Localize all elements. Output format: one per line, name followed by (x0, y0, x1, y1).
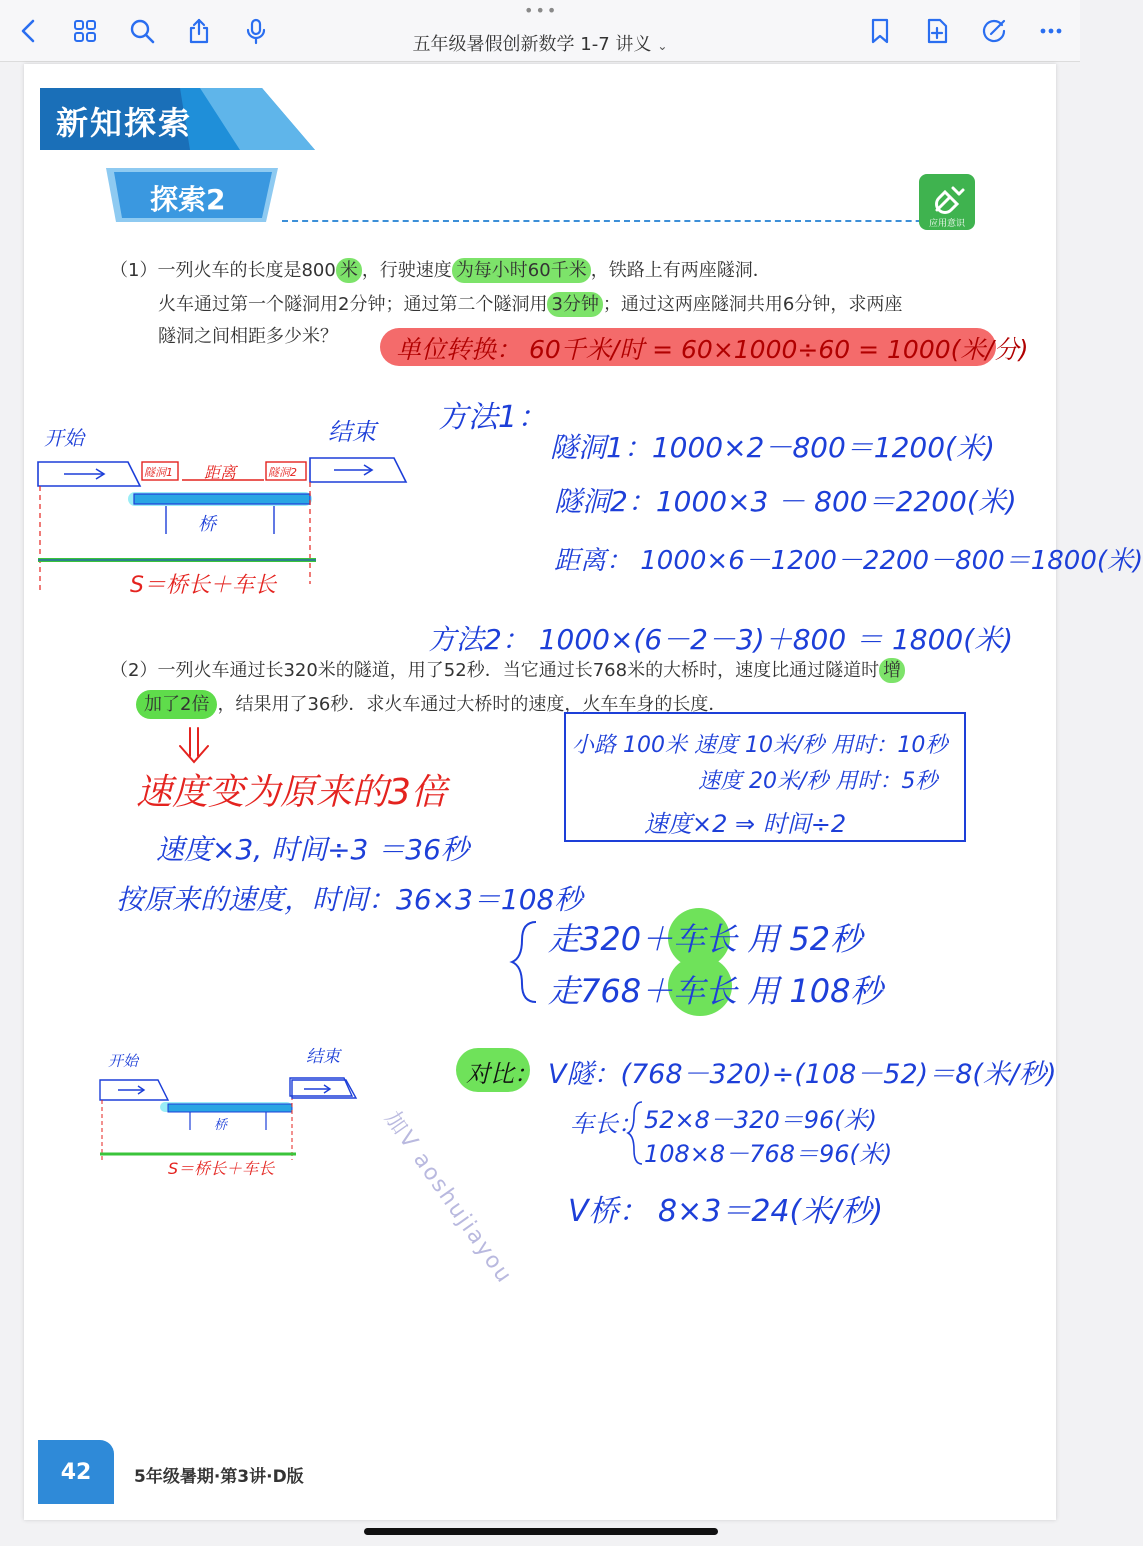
bookmark-icon[interactable] (863, 14, 897, 48)
brace-icon (510, 920, 540, 1004)
dashed-divider (282, 220, 972, 222)
add-page-icon[interactable] (920, 14, 954, 48)
box-line2: 速度 20米/秒 用时：5秒 (698, 769, 938, 794)
q2-line1 (110, 654, 905, 688)
footer-edition: 5年级暑期·第3讲·D版 (134, 1467, 304, 1487)
distance-calc: 距离： 1000×6－1200－2200－800＝1800(米) (554, 546, 1143, 576)
q1-text-a: （1）一列火车的长度是800 (110, 260, 336, 281)
q1-line2 (158, 288, 902, 322)
method1-label: 方法1： (438, 400, 548, 435)
walk-bridge-eq: 走768＋车长 用 108秒 (548, 972, 883, 1010)
diagram2-formula: S＝桥长＋车长 (168, 1159, 275, 1178)
home-indicator[interactable] (364, 1528, 718, 1535)
window-grabber[interactable]: ••• (524, 1, 559, 20)
diagram1-bridge-label: 桥 (198, 514, 216, 535)
section-title: 新知探索 (56, 104, 193, 142)
tunnel2-calc: 隧洞2：1000×3 － 800＝2200(米) (554, 485, 1017, 518)
q1-text-c: ，行驶速度 (361, 260, 452, 281)
walk-tunnel-eq: 走320＋车长 用 52秒 (548, 920, 863, 958)
q1-line3: 隧洞之间相距多少米？ (158, 326, 338, 347)
q1-line2-text-c: ；通过这两座隧洞共用6分钟，求两座 (602, 294, 903, 315)
diagram2-end-label: 结束 (306, 1047, 340, 1067)
tunnel1-calc: 隧洞1：1000×2－800＝1200(米) (550, 431, 995, 464)
chevron-down-icon: ⌄ (657, 39, 668, 53)
diagram1-formula: S＝桥长＋车长 (130, 573, 276, 598)
document-title-text: 五年级暑假创新数学 1-7 讲义 (412, 34, 652, 55)
application-label: 应用意识 (928, 219, 965, 229)
diagram1-start-label: 开始 (44, 426, 84, 450)
method2-calc: 方法2： 1000×(6－2－3)＋800 ＝ 1800(米) (428, 623, 1014, 656)
grid-view-icon[interactable] (68, 14, 102, 48)
diagram1-gap-label: 距离 (204, 463, 237, 482)
diagram1-end-label: 结束 (328, 418, 376, 446)
q2-highlight-increase: 增 (879, 658, 905, 683)
compare-label: 对比： (466, 1060, 538, 1088)
q1-highlight-3min: 3分钟 (547, 292, 602, 317)
original-speed-note: 按原来的速度，时间：36×3＝108秒 (116, 883, 583, 916)
q1-highlight-meter: 米 (336, 258, 362, 283)
tunnel-speed-calc: V隧：(768－320)÷(108－52)＝8(米/秒) (548, 1059, 1057, 1090)
car-length-label: 车长： (570, 1110, 642, 1138)
sub-title: 探索2 (150, 183, 226, 216)
diagram2-start-label: 开始 (108, 1052, 139, 1070)
search-icon[interactable] (125, 14, 159, 48)
document-title[interactable] (330, 30, 750, 56)
microphone-icon[interactable] (239, 14, 273, 48)
q1-line2-text-a: 火车通过第一个隧洞用2分钟；通过第二个隧洞用 (158, 294, 548, 315)
double-down-arrow-icon (174, 726, 214, 766)
speed-tripled-note: 速度变为原来的3倍 (136, 772, 447, 813)
page-number: 42 (38, 1440, 114, 1504)
bridge-speed-calc: V桥： 8×3＝24(米/秒) (568, 1194, 884, 1229)
markup-pen-icon[interactable] (977, 14, 1011, 48)
q2-text-b: ，结果用了36秒．求火车通过大桥时的速度，火车车身的长度． (217, 694, 727, 715)
end-arrow-shape (290, 1078, 360, 1100)
diagram1-tunnel1-label: 隧洞1 (144, 466, 173, 479)
q1-highlight-speed: 为每小时60千米 (452, 258, 591, 283)
q1-text-e: ，铁路上有两座隧洞． (590, 260, 771, 281)
speed-x3-note: 速度×3, 时间÷3 ＝36秒 (156, 833, 469, 866)
more-icon[interactable] (1034, 14, 1068, 48)
car-length-brace-icon (626, 1100, 644, 1166)
box-line3: 速度×2 ⇒ 时间÷2 (644, 810, 847, 838)
q2-text-a: （2）一列火车通过长320米的隧道，用了52秒．当它通过长768米的大桥时，速度比通过隧道时 (110, 660, 880, 681)
diagram1-tunnel2-label: 隧洞2 (268, 466, 297, 479)
q2-highlight-2x: 加了2倍 (136, 690, 217, 719)
diagram2-bridge-label: 桥 (214, 1118, 228, 1133)
car-length-calc1: 52×8－320＝96(米) (644, 1106, 877, 1134)
box-line1: 小路 100米 速度 10米/秒 用时：10秒 (572, 733, 948, 758)
share-icon[interactable] (182, 14, 216, 48)
unit-conversion-note: 单位转换： 60千米/时 = 60×1000÷60 = 1000(米/分) (396, 335, 1029, 364)
car-length-calc2: 108×8－768＝96(米) (644, 1140, 893, 1168)
top-toolbar (0, 0, 1080, 62)
q1-line1 (110, 254, 771, 288)
document-page (24, 64, 1143, 1520)
watermark: 加V aoshujiayou (379, 1106, 518, 1289)
back-chevron-icon[interactable] (12, 14, 46, 48)
